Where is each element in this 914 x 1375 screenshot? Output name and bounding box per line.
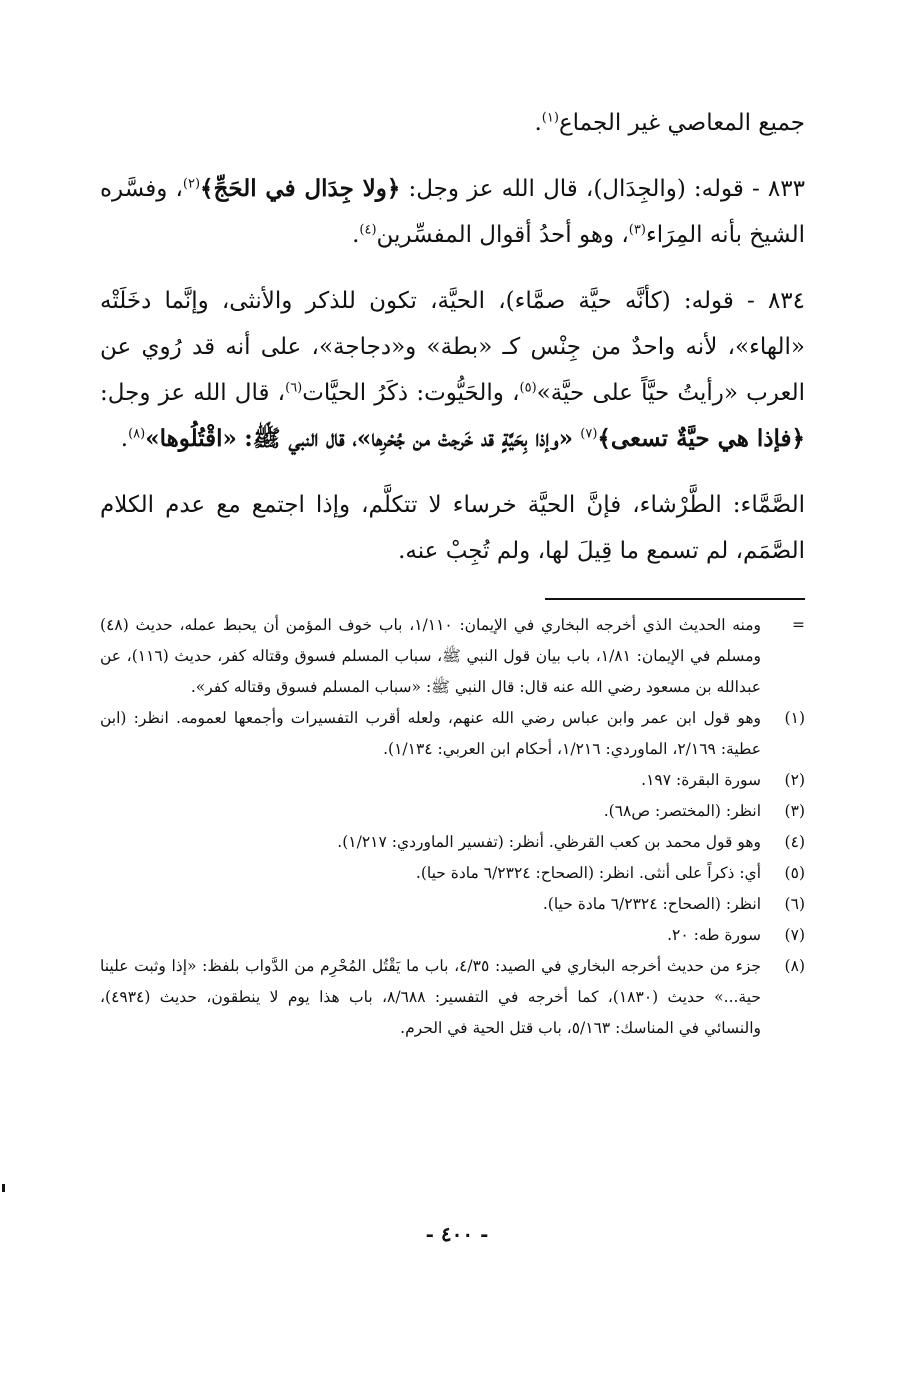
footnote-text: سورة طه: ٢٠.: [667, 926, 761, 944]
text-span: ٨٣٣ - قوله: (والجِدَال)، قال الله عز وجل:: [408, 176, 805, 202]
footnote-item: [100, 920, 805, 951]
text-span: .: [534, 110, 542, 136]
text-span: .: [352, 222, 360, 248]
footnote-ref: (٣): [628, 222, 646, 238]
main-text: [100, 100, 805, 574]
text-span: جميع المعاصي غير الجماع: [558, 110, 805, 136]
footnote-number: (٧): [784, 926, 805, 944]
footnote-number: (٦): [784, 895, 805, 913]
footnote-item: [100, 610, 805, 703]
footnote-text: وهو قول ابن عمر وابن عباس رضي الله عنهم، ولعله أقرب التفسيرات وأجمعها لعمومه. انظر: (ابن عطية: ٢/١٦٩، الماوردي: ١/٢١٦، أحكام ابن العربي: ١/١٣٤).: [100, 709, 761, 758]
footnote-item: [100, 796, 805, 827]
text-span: ٨٣٤ - قوله: (كأنَّه حيَّة صمَّاء)، الحيَّة، تكون للذكر والأنثى، وإنَّما دخَلَتْه «الهاء»، لأنه واحدٌ من جِنْس كـ «بطة» و«دجاجة»، على أنه قد رُوي عن العرب «رأيتُ حيَّاً على حيَّة»: [100, 288, 805, 406]
footnote-item: [100, 765, 805, 796]
footnote-text: وهو قول محمد بن كعب القرظي. أنظر: (تفسير الماوردي: ١/٢١٧).: [337, 833, 761, 851]
footnote-ref: (٤): [359, 222, 377, 238]
footnote-item: [100, 827, 805, 858]
footnote-ref: (٢): [182, 176, 201, 192]
text-span: ، وفسَّره الشيخ بأنه المِرَاء: [100, 176, 805, 248]
footnotes: [100, 610, 805, 1044]
footnote-text: أي: ذكراً على أنثى. انظر: (الصحاح: ٦/٢٣٢٤ مادة حيا).: [415, 864, 761, 882]
hadith-text: «وإذا بِحَيَّةٍ قد خَرجتْ من جُحْرِها»، قال النبي ﷺ:: [244, 425, 573, 452]
paragraph-continuation: [100, 100, 805, 146]
paragraph-833: [100, 166, 805, 258]
footnote-number: (٣): [784, 802, 805, 820]
footnote-item: [100, 703, 805, 765]
footnote-text: جزء من حديث أخرجه البخاري في الصيد: ٤/٣٥، باب ما يَقْتُل المُحْرِم من الدَّواب بلفظ: «إذا وثبت علينا حية...» حديث (١٨٣٠)، كما أخرجه في التفسير: ٨/٦٨٨، باب هذا يوم لا ينطقون، حديث (٤٩٣٤)، والنسائي في المناسك: ٥/١٦٣، باب قتل الحية في الحرم.: [100, 957, 761, 1037]
text-span: .: [120, 426, 129, 452]
footnote-text: ومنه الحديث الذي أخرجه البخاري في الإيمان: ١/١١٠، باب خوف المؤمن أن يحبط عمله، حديث (٤٨) ومسلم في الإيمان: ١/٨١، باب بيان قول النبي ﷺ، سباب المسلم فسوق وقتاله كفر، حديث (١١٦)، عن عبدالله بن مسعود رضي الله عنه قال: قال النبي ﷺ: «سباب المسلم فسوق وقتاله كفر».: [100, 616, 762, 696]
footnote-number: (٢): [784, 771, 805, 789]
page-number: - ٤٠٠ -: [425, 1222, 489, 1246]
footnote-item: [100, 858, 805, 889]
footnote-number: (١): [784, 709, 805, 727]
footnote-text: سورة البقرة: ١٩٧.: [641, 771, 761, 789]
footnote-text: انظر: (المختصر: ص٦٨).: [603, 802, 761, 820]
paragraph-834: [100, 278, 805, 462]
scan-edge-mark: [2, 1184, 5, 1192]
footnote-item: [100, 889, 805, 920]
footnote-ref: (٦): [285, 380, 303, 396]
footnote-ref: (٧): [580, 426, 598, 442]
quran-quote: ﴿فإذا هي حيَّةٌ تسعى﴾: [597, 425, 805, 452]
text-span: ، والحَيُّوت: ذكَرُ الحيَّات: [302, 380, 520, 406]
footnote-text: انظر: (الصحاح: ٦/٢٣٢٤ مادة حيا).: [542, 895, 761, 913]
footnote-ref: (٥): [519, 380, 537, 396]
page-content: [100, 100, 805, 1044]
footnote-number: =: [792, 616, 805, 634]
text-span: ، قال الله عز وجل:: [100, 380, 286, 406]
footnote-ref: (١): [541, 110, 559, 126]
footnote-item: [100, 951, 805, 1044]
footnote-ref: (٨): [128, 426, 146, 442]
hadith-quote: «اقْتُلُوها»: [145, 425, 237, 452]
footnote-divider: [545, 598, 805, 600]
text-span: ، وهو أحدُ أقوال المفسِّرين: [376, 222, 629, 248]
footnote-number: (٨): [784, 957, 805, 975]
paragraph-samma: الصَّمَّاء: الطَّرْشاء، فإنَّ الحيَّة خرساء لا تتكلَّم، وإذا اجتمع مع عدم الكلام الصَّمَم، لم تسمع ما قِيلَ لها، ولم تُجِبْ عنه.: [100, 492, 805, 564]
quran-quote: ﴿ولا جِدَال في الحَجِّ﴾: [200, 175, 401, 202]
footnote-number: (٥): [784, 864, 805, 882]
footnote-number: (٤): [784, 833, 805, 851]
